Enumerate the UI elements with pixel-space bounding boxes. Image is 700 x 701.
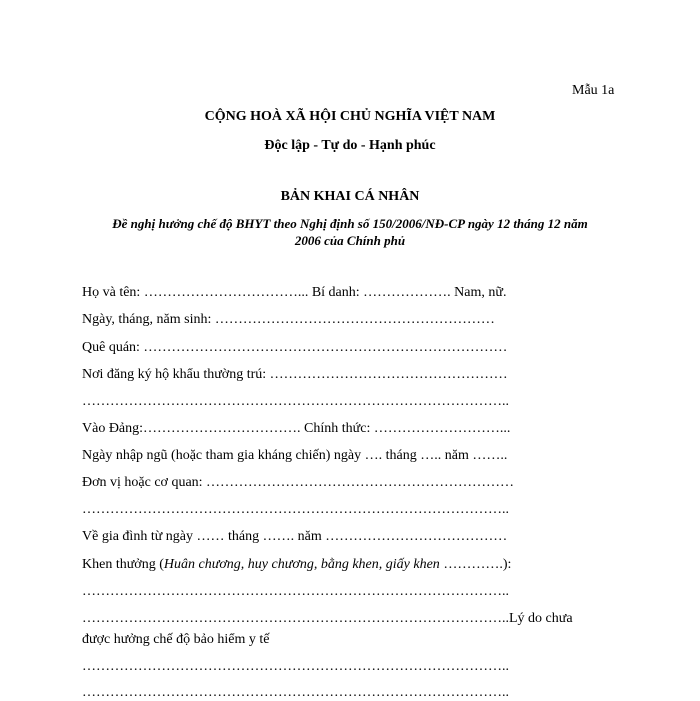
award-field — [82, 557, 511, 573]
enlist-field: Ngày nhập ngũ (hoặc tham gia kháng chiến) ngày …. tháng ….. năm …….. — [82, 448, 508, 463]
award-types: Huân chương, huy chương, bằng khen, giấy khen — [163, 557, 440, 572]
return-home-field: Về gia đình từ ngày …… tháng ……. năm ………………………………… — [82, 529, 508, 544]
unit-field: Đơn vị hoặc cơ quan: ………………………………………………………… — [82, 475, 515, 490]
form-code: Mẫu 1a — [572, 83, 615, 98]
award-continuation-1: ……………………………………………………………………………….. — [82, 584, 509, 599]
unit-continuation: ……………………………………………………………………………….. — [82, 502, 509, 517]
award-suffix: ………….): — [439, 557, 512, 572]
reason-field: được hưởng chế độ bảo hiểm y tế — [82, 632, 270, 647]
award-continuation-2: ………………………………………………………………………………..Lý do chưa — [82, 611, 573, 626]
hometown-field: Quê quán: …………………………………………………………………… — [82, 340, 508, 355]
party-field: Vào Đảng:……………………………. Chính thức: ………………………... — [82, 421, 511, 436]
name-field: Họ và tên: ……………………………... Bí danh: ………………. Nam, nữ. — [82, 285, 507, 300]
national-motto: Độc lập - Tự do - Hạnh phúc — [264, 138, 436, 153]
national-title: CỘNG HOÀ XÃ HỘI CHỦ NGHĨA VIỆT NAM — [204, 109, 496, 124]
document-subtitle-line-2: 2006 của Chính phủ — [294, 233, 406, 248]
document-title: BẢN KHAI CÁ NHÂN — [280, 189, 420, 204]
dob-field: Ngày, tháng, năm sinh: …………………………………………………… — [82, 312, 495, 327]
document-subtitle-line-1: Đề nghị hưởng chế độ BHYT theo Nghị định số 150/2006/NĐ-CP ngày 12 tháng 12 năm — [112, 216, 588, 231]
reason-continuation-2: ……………………………………………………………………………….. — [82, 685, 509, 700]
residence-continuation: ……………………………………………………………………………….. — [82, 394, 509, 409]
reason-continuation-1: ……………………………………………………………………………….. — [82, 659, 509, 674]
award-prefix: Khen thưởng ( — [82, 557, 164, 572]
residence-field: Nơi đăng ký hộ khẩu thường trú: …………………………………………… — [82, 367, 508, 382]
